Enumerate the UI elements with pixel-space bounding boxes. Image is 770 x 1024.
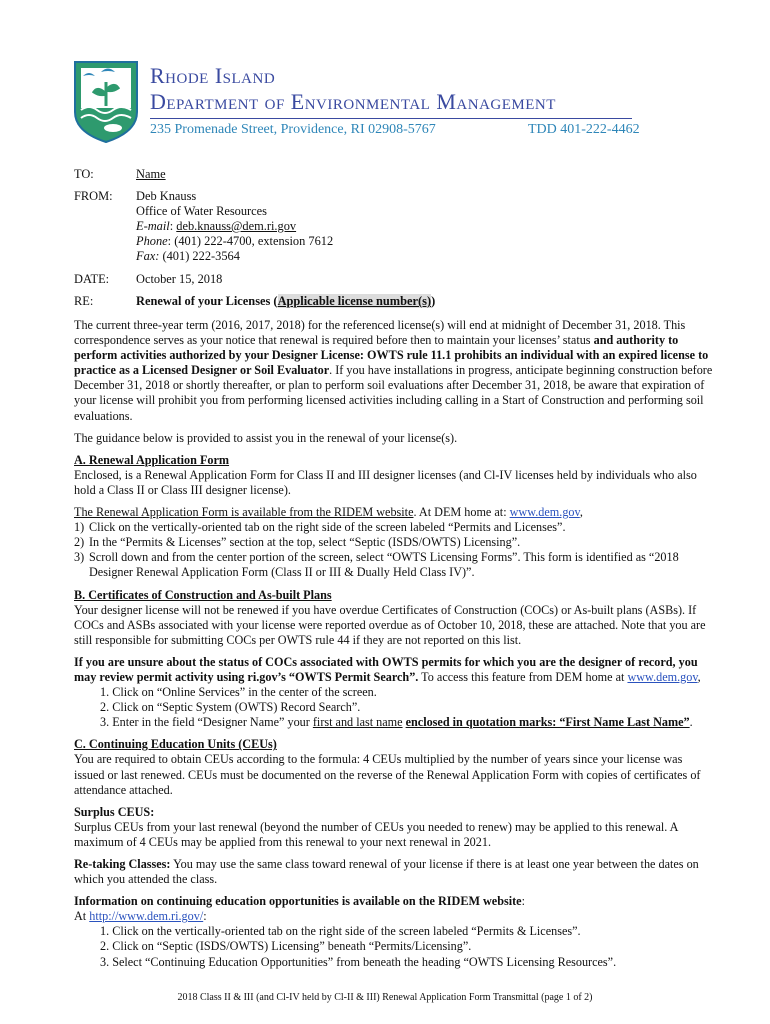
org-name-line1: Rhode Island xyxy=(150,63,276,88)
list-item: 1) Click on the vertically-oriented tab on the right side of the screen labeled “Permits and Licenses”. xyxy=(74,520,566,535)
from-office: Office of Water Resources xyxy=(136,204,268,218)
re-value: Renewal of your Licenses (Applicable license number(s)) xyxy=(136,294,436,308)
section-a-p2: The Renewal Application Form is available from the RIDEM website. At DEM home at: www.dem.gov, xyxy=(74,505,583,520)
letterhead-rule xyxy=(150,118,632,119)
list-item: 1. Click on the vertically-oriented tab on the right side of the screen labeled “Permits & Licenses”. xyxy=(100,924,581,939)
date-label: DATE: xyxy=(74,272,110,286)
list-item: 2) In the “Permits & Licenses” section at the top, select “Septic (ISDS/OWTS) Licensing”. xyxy=(74,535,521,550)
surplus-text: Surplus CEUs from your last renewal (beyond the number of CEUs you needed to renew) may be applied to this renewal. A maximum of 4 CEUs may be applied from this renewal to your next renewal in 2021. xyxy=(74,819,678,849)
letter-body xyxy=(74,318,714,970)
list-item: 2. Click on “Septic System (OWTS) Record Search”. xyxy=(100,700,361,715)
page-footer: 2018 Class II & III (and Cl-IV held by Cl-II & III) Renewal Application Form Transmittal (page 1 of 2) xyxy=(177,992,593,1003)
section-a-steps xyxy=(74,520,714,580)
to-label: TO: xyxy=(74,167,94,181)
license-number-placeholder: Applicable license number(s) xyxy=(277,294,432,308)
info-link-line: At http://www.dem.ri.gov/: xyxy=(74,909,207,924)
re-label: RE: xyxy=(74,294,94,308)
section-c-p1: You are required to obtain CEUs according to the formula: 4 CEUs multiplied by the number of years since your license was issued or last renewed. CEUs must be documented on the reverse of the Renewal Application Form with copies of certificates of attendance attached. xyxy=(74,752,701,797)
from-phone: Phone: (401) 222-4700, extension 7612 xyxy=(136,234,334,248)
section-a-p1: Enclosed, is a Renewal Application Form for Class II and III designer licenses (and Cl-IV licenses held by individuals who also hold a Class II or Class III designer license). xyxy=(74,467,697,497)
intro-paragraph: The current three-year term (2016, 2017, 2018) for the referenced license(s) will end at midnight of December 31, 2018. This correspondence serves as your notice that renewal is required before then to maintain your licenses’ status and authority to perform activities authorized by your Designer License: OWTS rule 11.1 prohibits an individual with an expired license to practice as a Licensed Designer or Soil Evaluator. If you have installations in progress, anticipate beginning construction before December 31, 2018 or shortly thereafter, or plan to perform soil evaluations after December 31, 2018, be aware that expiration of your license will prohibit you from performing licensed activities including calling in a Start of Construction and performing soil evaluations. xyxy=(74,318,713,423)
to-value: Name xyxy=(136,167,166,181)
info-heading: Information on continuing education opportunities is available on the RIDEM website: xyxy=(74,894,525,909)
guidance-paragraph: The guidance below is provided to assist you in the renewal of your license(s). xyxy=(74,430,458,445)
date-value: October 15, 2018 xyxy=(136,272,223,286)
org-name-line2: Department of Environmental Management xyxy=(150,89,556,114)
from-email: E-mail: deb.knauss@dem.ri.gov xyxy=(136,219,297,233)
surplus-heading: Surplus CEUS: xyxy=(74,804,155,819)
section-b-heading: B. Certificates of Construction and As-built Plans xyxy=(74,587,332,602)
section-b-p2: If you are unsure about the status of COCs associated with OWTS permits for which you are the designer of record, you may review permit activity using ri.gov’s “OWTS Permit Search”. To access this feature from DEM home at www.dem.gov, xyxy=(74,654,701,684)
org-address: 235 Promenade Street, Providence, RI 02908-5767 xyxy=(150,122,436,137)
retake-paragraph: Re-taking Classes: You may use the same class toward renewal of your license if there is at least one year between the dates on which you attended the class. xyxy=(74,857,699,887)
dem-home-link-2[interactable]: www.dem.gov xyxy=(627,669,698,684)
from-name: Deb Knauss xyxy=(136,189,197,203)
list-item: 1. Click on “Online Services” in the center of the screen. xyxy=(100,685,377,700)
email-link[interactable]: deb.knauss@dem.ri.gov xyxy=(176,219,297,233)
from-fax: Fax: (401) 222-3564 xyxy=(136,249,240,263)
ridem-website-link[interactable]: http://www.dem.ri.gov/ xyxy=(89,909,204,924)
list-item: 2. Click on “Septic (ISDS/OWTS) Licensing” beneath “Permits/Licensing”. xyxy=(100,939,472,954)
ridem-seal-logo xyxy=(73,60,139,144)
list-item: 3. Select “Continuing Education Opportunities” from beneath the heading “OWTS Licensing Resources”. xyxy=(100,954,617,969)
list-item: 3) Scroll down and from the center portion of the screen, select “OWTS Licensing Forms”. This form is identified as “2018 Designer Renewal Application Form (Class II or III & Dually Held Class IV)”. xyxy=(74,550,679,580)
dem-home-link[interactable]: www.dem.gov xyxy=(509,505,580,520)
from-label: FROM: xyxy=(74,189,113,203)
section-c-heading: C. Continuing Education Units (CEUs) xyxy=(74,737,277,752)
section-b-steps xyxy=(74,685,714,730)
org-tdd: TDD 401-222-4462 xyxy=(528,122,640,137)
section-b-p1: Your designer license will not be renewed if you have overdue Certificates of Construction (COCs) or As-built plans (ASBs). If COCs and ASBs associated with your license were reported overdue as of October 10, 2018, these are attached. Note that you are still responsible for submitting COCs per OWTS rule 44 if they are not reported on this list. xyxy=(74,602,706,647)
list-item: 3. Enter in the field “Designer Name” your first and last name enclosed in quotation marks: “First Name Last Name”. xyxy=(100,715,693,730)
section-c-steps xyxy=(74,924,714,969)
section-a-heading: A. Renewal Application Form xyxy=(74,452,230,467)
